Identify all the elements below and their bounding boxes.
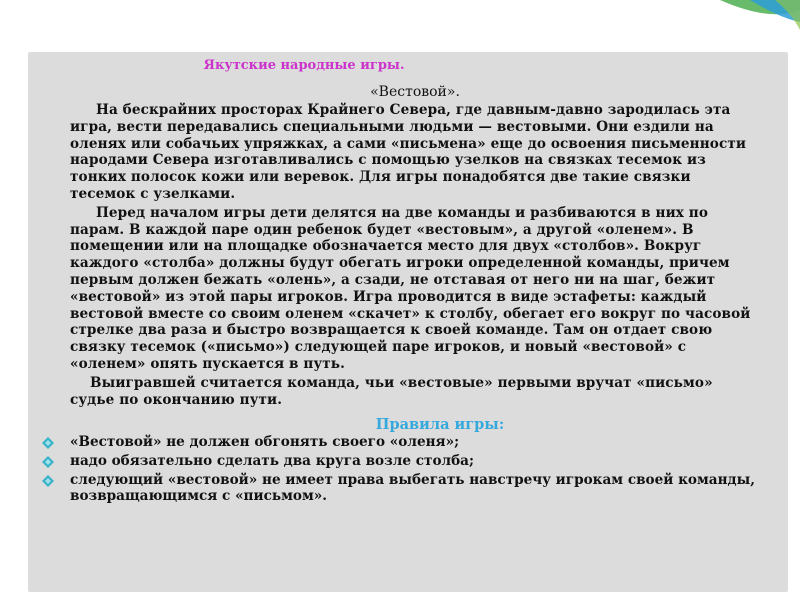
list-item bbox=[42, 434, 772, 451]
slide-title: Якутские народные игры. bbox=[203, 58, 405, 73]
game-name: «Вестовой». bbox=[370, 84, 460, 100]
content-panel bbox=[28, 52, 788, 592]
list-item bbox=[42, 453, 772, 470]
paragraph: Выигравшей считается команда, чьи «вестовые» первыми вручат «письмо» судье по окончанию пути. bbox=[70, 374, 713, 408]
list-item bbox=[42, 472, 772, 506]
rules-list bbox=[42, 434, 772, 507]
diamond-bullet-icon bbox=[42, 456, 54, 468]
corner-decoration bbox=[680, 0, 800, 40]
diamond-bullet-icon bbox=[42, 437, 54, 449]
diamond-bullet-icon bbox=[42, 475, 54, 487]
rule-text: следующий «вестовой» не имеет права выбегать навстречу игрокам своей команды, возвращающимся с «письмом». bbox=[70, 471, 755, 505]
description bbox=[70, 102, 760, 410]
paragraph: Перед началом игры дети делятся на две команды и разбиваются в них по парам. В каждой паре один ребенок будет «вестовым», а другой «оленем». В помещении или на площадке обозначается место для двух «столбов». Вокруг каждого «столба» должны будут обегать игроки определенной команды, причем первым должен бежать «олень», а сзади, не отставая от него ни на шаг, бежит «вестовой» из этой пары игроков. Игра проводится в виде эстафеты: каждый вестовой вместе со своим оленем «скачет» к столбу, обегает его вокруг по часовой стрелке два раза и быстро возвращается к своей команде. Там он отдает свою связку тесемок («письмо») следующей паре игроков, и новый «вестовой» с «оленем» опять пускается в путь. bbox=[70, 204, 751, 372]
paragraph: На бескрайних просторах Крайнего Севера, где давным-давно зародилась эта игра, вести передавались специальными людьми — вестовыми. Они ездили на оленях или собачьих упряжках, а сами «письмена» еще до освоения письменности народами Севера изготавливались с помощью узелков на связках тесемок из тонких полосок кожи или веревок. Для игры понадобятся две такие связки тесемок с узелками. bbox=[70, 102, 747, 202]
rules-title: Правила игры: bbox=[375, 416, 505, 433]
rule-text: надо обязательно сделать два круга возле столба; bbox=[70, 452, 475, 469]
rule-text: «Вестовой» не должен обгонять своего «оленя»; bbox=[70, 434, 460, 450]
